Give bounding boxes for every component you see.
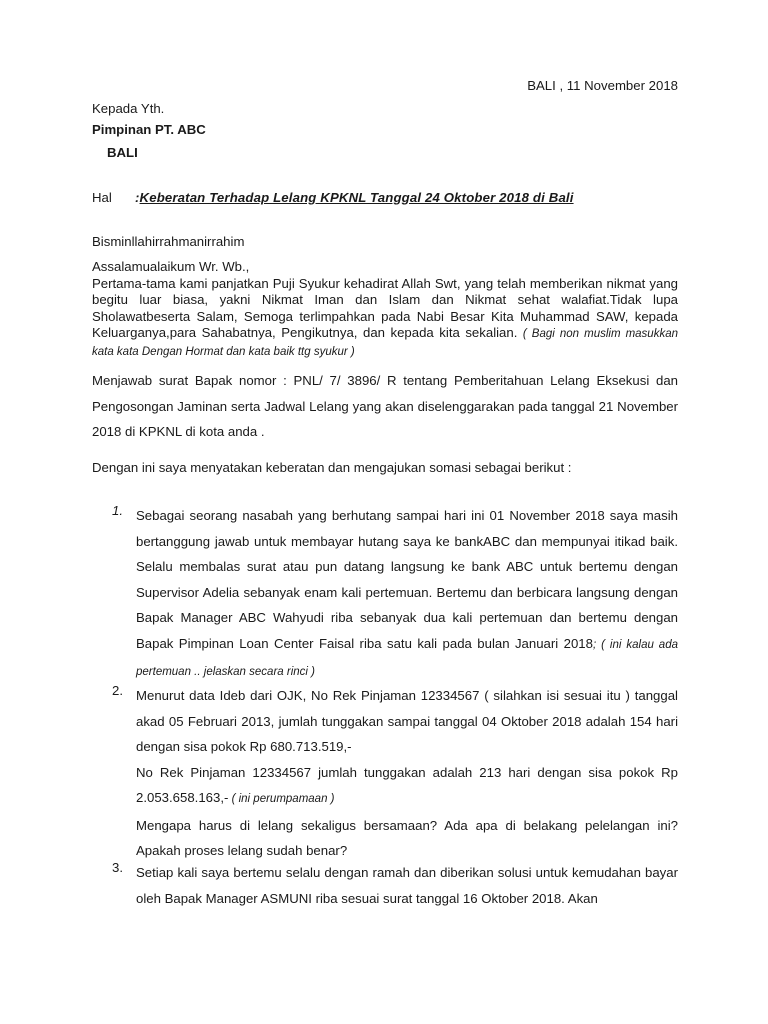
list-item-text-b: No Rek Pinjaman 12334567 jumlah tunggakan adalah 213 hari dengan sisa pokok Rp 2.053.658.163,- [136,764,678,805]
greeting-note: ( Bagi non muslim masukkan kata kata Dengan Hormat dan kata baik ttg syukur ) [92,328,678,358]
subject-prefix: : [135,190,140,205]
list-item-note: ( ini perumpamaan ) [228,793,335,805]
recipient-line-2: Pimpinan PT. ABC [92,122,206,137]
subject-line [135,190,574,205]
greeting-salam: Assalamualaikum Wr. Wb., [92,259,250,274]
list-item-body: Setiap kali saya bertemu selalu dengan ramah dan diberikan solusi untuk kemudahan bayar oleh Bapak Manager ASMUNI riba sesuai surat tanggal 16 Oktober 2018. Akan [136,865,678,906]
list-item-text: Sebagai seorang nasabah yang berhutang sampai hari ini 01 November 2018 saya masih bertanggung jawab untuk membayar hutang saya ke bankABC dan mempunyai itikad baik. Selalu membalas surat atau pun datang langsung ke bank ABC untuk bertemu dengan Supervisor Adelia sebanyak enam kali pertemuan. Bertemu dan berbicara langsung dengan Bapak Manager ABC Wahyudi riba sebanyak dua kali pertemuan dan bertemu dengan Bapak Pimpinan Loan Center Faisal riba satu kali pada bulan Januari 2018 [136,508,678,651]
greeting-text: Pertama-tama kami panjatkan Puji Syukur kehadirat Allah Swt, yang telah memberikan nikmat yang begitu luar biasa, yakni Nikmat Iman dan Islam dan Nikmat sehat walafiat.Tidak lupa Sholawatbeserta Salam, Semoga terlimpahkan pada Nabi Besar Kita Muhammad SAW, kepada Keluarganya,para Sahabatnya, Pengikutnya, dan kepada kita sekalian. [92,275,678,341]
list-item-number: 3. [112,860,123,875]
list-item-note: ; ( ini kalau ada pertemuan .. jelaskan secara rinci ) [136,638,678,678]
recipient-line-3: BALI [107,145,138,160]
reply-paragraph: Menjawab surat Bapak nomor : PNL/ 7/ 3896/ R tentang Pemberitahuan Lelang Eksekusi dan Pengosongan Jaminan serta Jadwal Lelang yang akan diselenggarakan pada tanggal 21 November 2018 di KPKNL di kota anda . [92,373,678,439]
subject-value: Keberatan Terhadap Lelang KPKNL Tanggal 24 Oktober 2018 di Bali [139,190,574,205]
statement-paragraph: Dengan ini saya menyatakan keberatan dan mengajukan somasi sebagai berikut : [92,460,572,475]
letter-date: BALI , 11 November 2018 [527,78,678,93]
list-item-body [136,683,678,864]
list-item-number: 2. [112,683,123,698]
recipient-line-1: Kepada Yth. [92,101,165,116]
subject-label: Hal [92,190,112,205]
greeting-paragraph [92,259,678,361]
list-item-text-c: Mengapa harus di lelang sekaligus bersamaan? Ada apa di belakang pelelangan ini? Apakah proses lelang sudah benar? [136,817,678,858]
greeting-text-block [92,276,678,361]
list-item-number: 1. [112,503,123,518]
list-item-body [136,503,678,686]
list-item-text-a: Menurut data Ideb dari OJK, No Rek Pinjaman 12334567 ( silahkan isi sesuai itu ) tanggal akad 05 Februari 2013, jumlah tunggakan sampai tanggal 04 Oktober 2018 adalah 154 hari dengan sisa pokok Rp 680.713.519,- [136,688,678,754]
list-item-text-b-block [136,760,678,813]
opening-line: Bisminllahirrahmanirrahim [92,234,245,249]
